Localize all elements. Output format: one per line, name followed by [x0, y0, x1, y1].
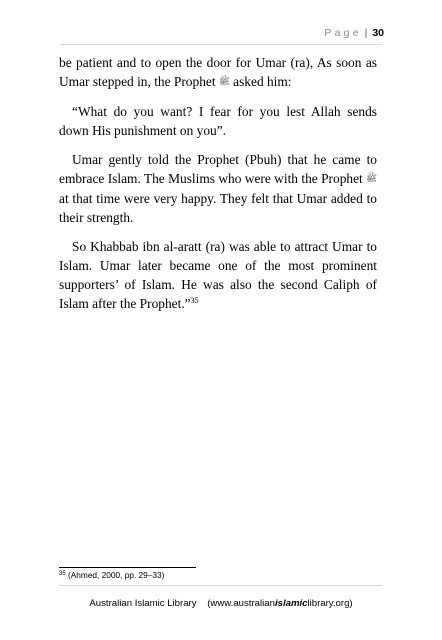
body-text: [59, 53, 377, 323]
page-number: 30: [372, 27, 384, 39]
paragraph-3: [59, 150, 377, 227]
paragraph-1-text-a: be patient and to open the door for Umar (ra), As soon as Umar stepped in, the Prophet: [59, 55, 377, 89]
footnote-rule: [59, 567, 196, 568]
paragraph-4: [59, 237, 377, 313]
footer-library-name: Australian Islamic Library: [89, 598, 197, 609]
footer-url[interactable]: [207, 598, 352, 609]
header-rule: [59, 44, 382, 45]
paragraph-4-text: So Khabbab ibn al-aratt (ra) was able to attract Umar to Islam. Umar later became one of the most prominent supporters’ of Islam. He was also the second Caliph of Islam after the Prophet.”: [59, 239, 377, 311]
page-header: [324, 27, 384, 39]
paragraph-3-text-a: Umar gently told the Prophet (Pbuh) that he came to embrace Islam. The Muslims who were with the Prophet: [59, 152, 377, 186]
footer-url-prefix: (www.australian: [207, 598, 275, 609]
footnote: [59, 570, 164, 581]
footnote-reference[interactable]: 35: [190, 296, 199, 305]
paragraph-3-text-b: at that time were very happy. They felt that Umar added to their strength.: [59, 191, 377, 225]
page-footer: [0, 598, 442, 610]
page-separator: |: [364, 27, 368, 39]
salawat-symbol: ﷺ: [366, 174, 377, 184]
footer-url-emphasis: islamic: [274, 598, 308, 609]
footer-url-suffix: library.org): [307, 598, 353, 609]
paragraph-1-text-b: asked him:: [229, 74, 292, 89]
paragraph-1: [59, 53, 377, 92]
footer-rule: [59, 585, 382, 586]
salawat-symbol: ﷺ: [218, 77, 230, 87]
footnote-text: (Ahmed, 2000, pp. 29–33): [65, 570, 165, 580]
page-label: Page: [324, 27, 362, 39]
footnote-number: 35: [59, 571, 66, 577]
paragraph-2: “What do you want? I fear for you lest Allah sends down His punishment on you”.: [59, 104, 377, 138]
